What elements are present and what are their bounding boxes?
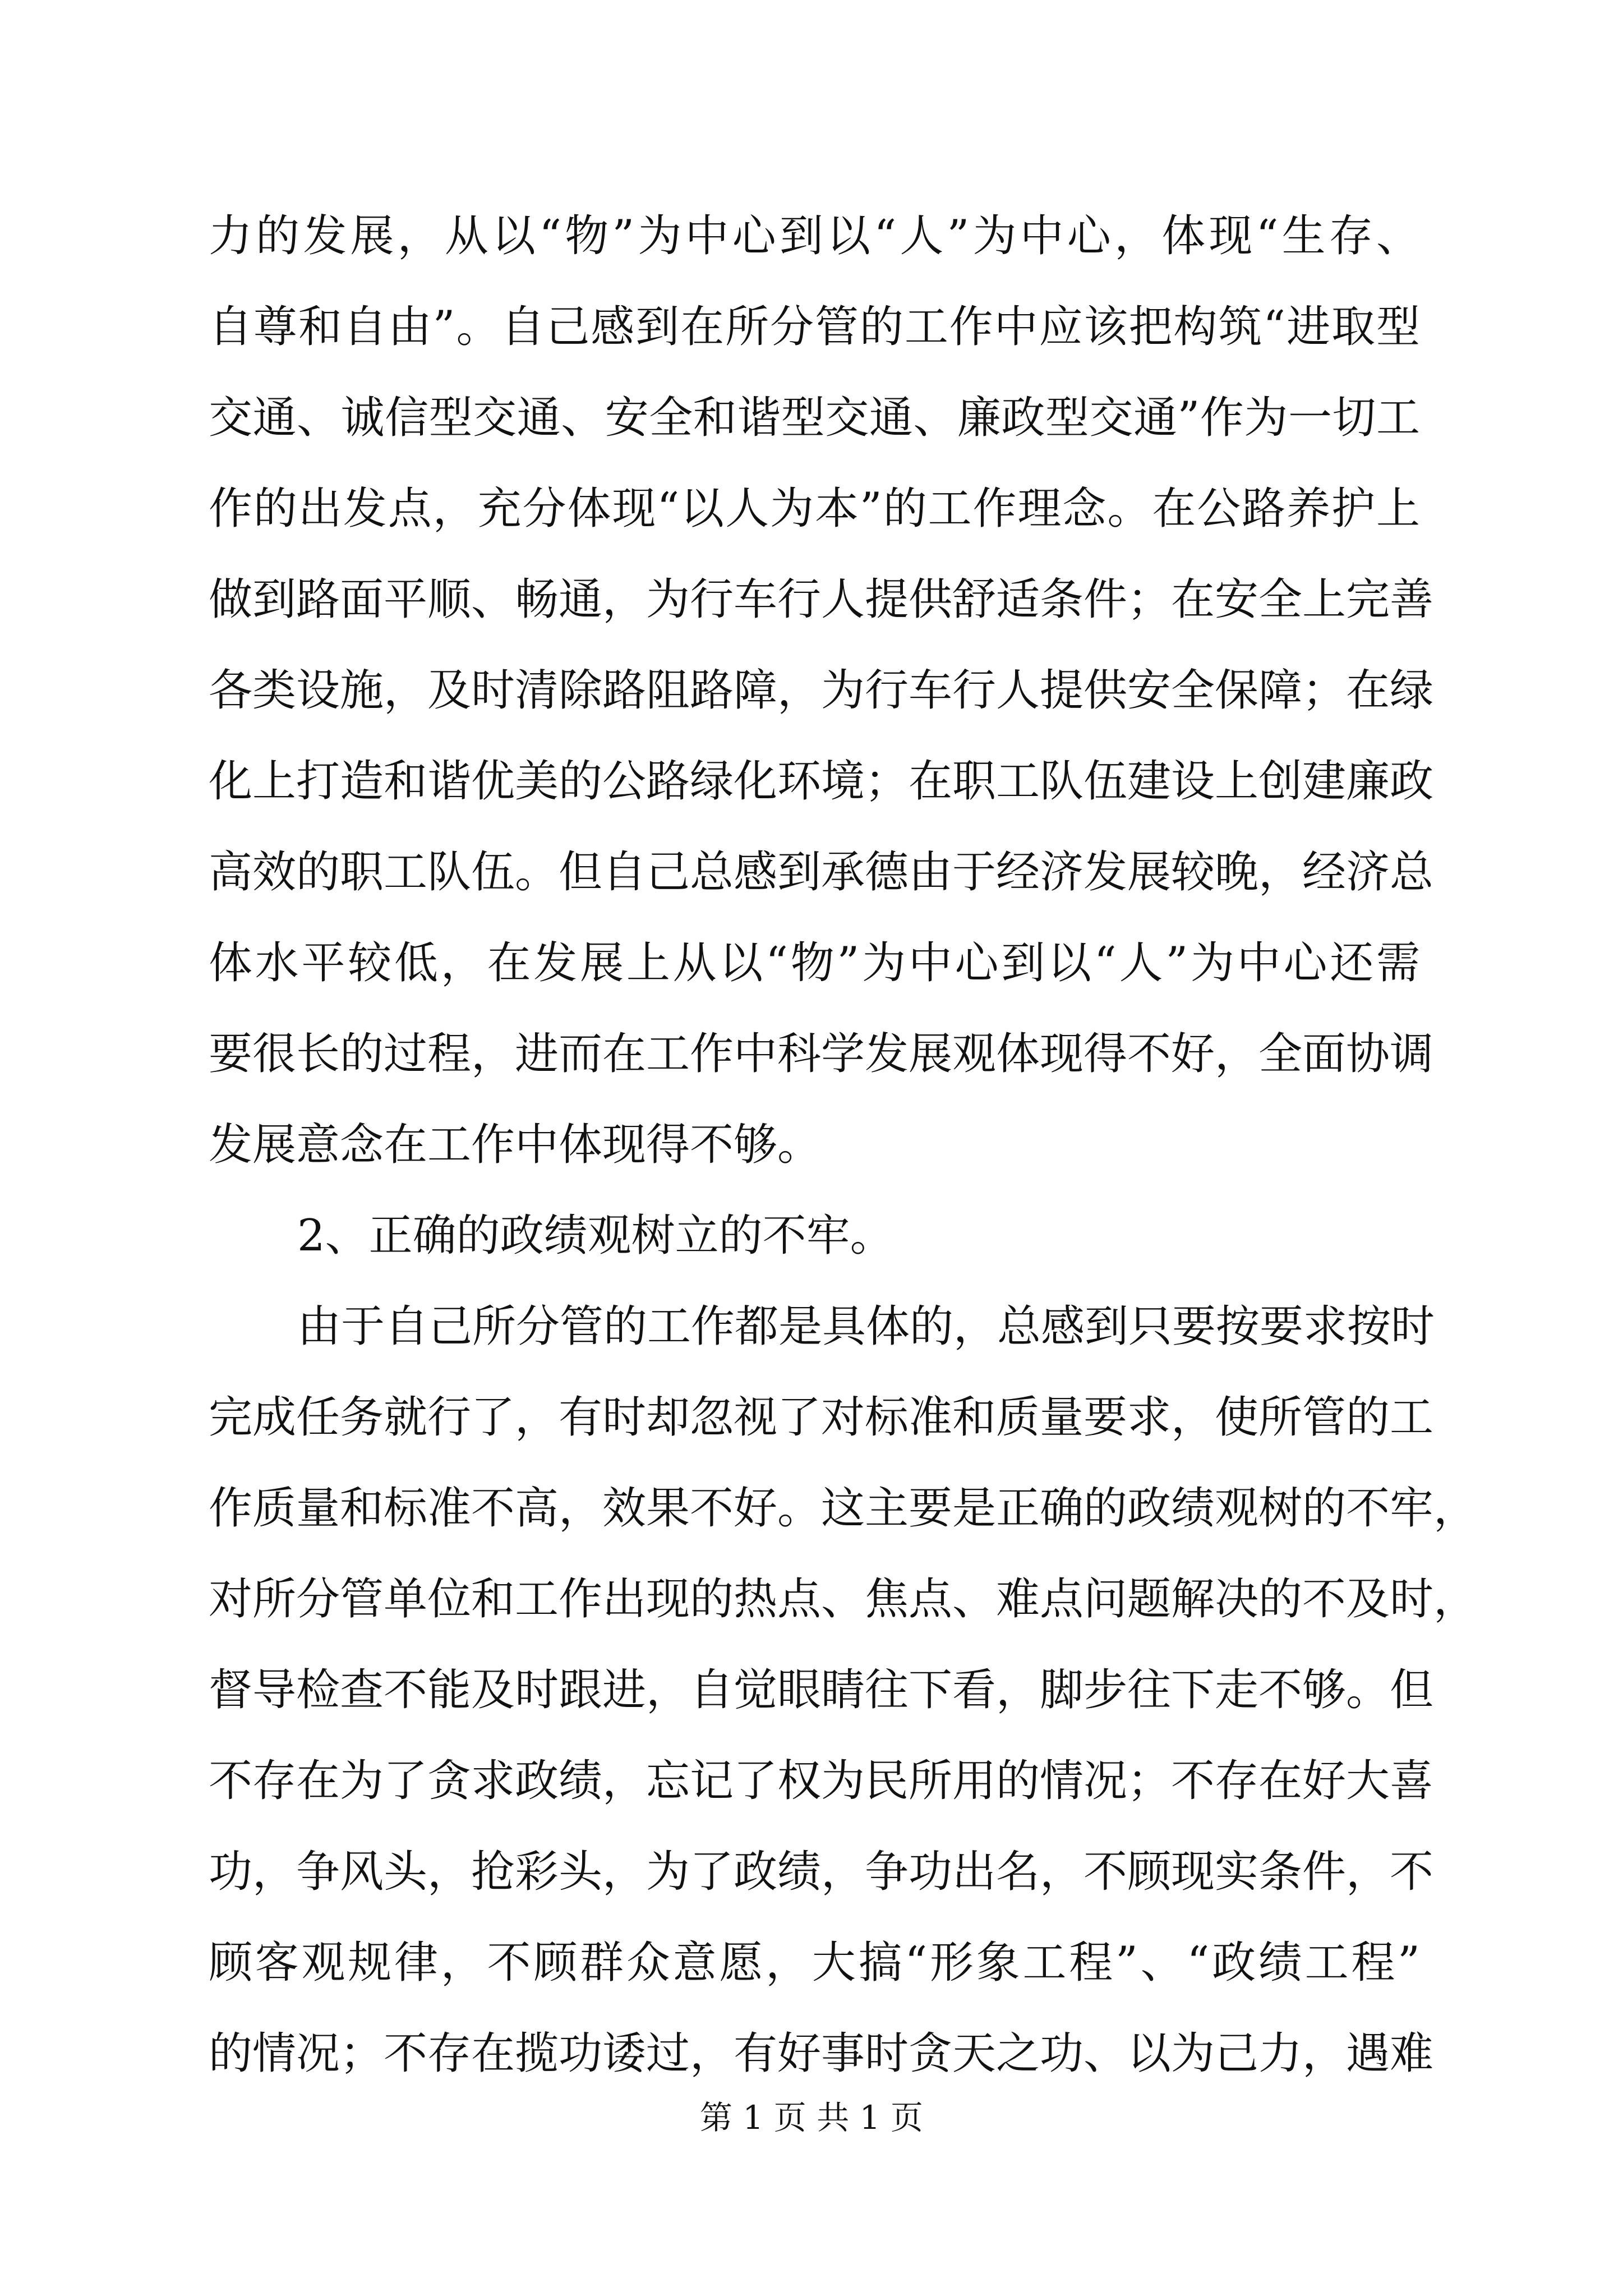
- text-line-4: 作的出发点，充分体现“以人为本”的工作理念。在公路养护上: [209, 484, 1420, 534]
- text-line-1: 力的发展，从以“物”为中心到以“人”为中心，体现“生存、: [209, 211, 1420, 261]
- text-line-17: 督导检查不能及时跟进，自觉眼睛往下看，脚步往下走不够。但: [209, 1665, 1434, 1715]
- text-line-13: 由于自己所分管的工作都是具体的，总感到只要按要求按时: [297, 1301, 1435, 1352]
- text-line-5: 做到路面平顺、畅通，为行车行人提供舒适条件；在安全上完善: [209, 574, 1434, 625]
- text-line-11: 发展意念在工作中体现得不够。: [209, 1120, 822, 1170]
- text-line-16: 对所分管单位和工作出现的热点、焦点、难点问题解决的不及时，: [209, 1574, 1478, 1625]
- text-line-10: 要很长的过程，进而在工作中科学发展观体现得不好，全面协调: [209, 1029, 1434, 1079]
- body-text: [209, 191, 1478, 2099]
- text-line-19: 功，争风头，抢彩头，为了政绩，争功出名，不顾现实条件，不: [209, 1847, 1434, 1897]
- text-line-6: 各类设施，及时清除路阻路障，为行车行人提供安全保障；在绿: [209, 665, 1434, 716]
- text-line-9: 体水平较低，在发展上从以“物”为中心到以“人”为中心还需: [209, 938, 1420, 988]
- text-line-7: 化上打造和谐优美的公路绿化环境；在职工队伍建设上创建廉政: [209, 756, 1434, 807]
- text-line-2: 自尊和自由”。自己感到在所分管的工作中应该把构筑“进取型: [209, 302, 1420, 352]
- text-line-21: 的情况；不存在揽功诿过，有好事时贪天之功、以为己力，遇难: [209, 2028, 1434, 2079]
- text-line-3: 交通、诚信型交通、安全和谐型交通、廉政型交通”作为一切工: [209, 393, 1420, 443]
- text-line-8: 高效的职工队伍。但自己总感到承德由于经济发展较晚，经济总: [209, 847, 1434, 898]
- text-line-18: 不存在为了贪求政绩，忘记了权为民所用的情况；不存在好大喜: [209, 1756, 1434, 1806]
- text-line-20: 顾客观规律，不顾群众意愿，大搞“形象工程”、“政绩工程”: [209, 1938, 1420, 1988]
- page-number-footer: 第 1 页 共 1 页: [700, 2099, 923, 2137]
- text-line-15: 作质量和标准不高，效果不好。这主要是正确的政绩观树的不牢，: [209, 1483, 1478, 1534]
- section-heading: 2、正确的政绩观树立的不牢。: [297, 1211, 894, 1261]
- text-line-14: 完成任务就行了，有时却忽视了对标准和质量要求，使所管的工: [209, 1392, 1434, 1443]
